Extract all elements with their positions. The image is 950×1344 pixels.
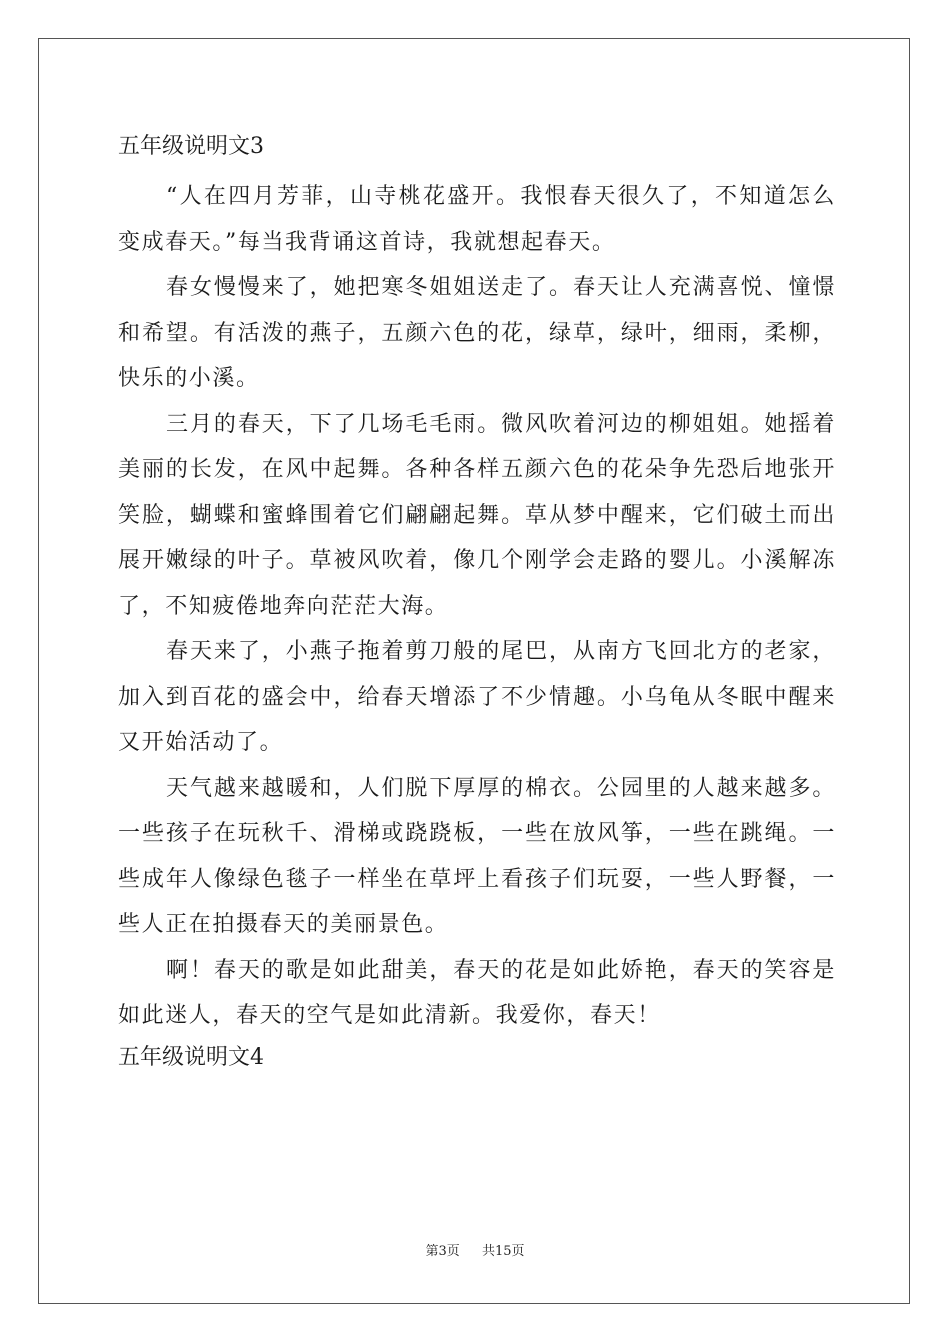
page-total: 共15页 — [481, 1244, 525, 1259]
section-heading-3: 五年级说明文3 — [118, 134, 264, 159]
paragraph-conclusion: 啊！春天的歌是如此甜美，春天的花是如此娇艳，春天的笑容是如此迷人，春天的空气是如此清新。我爱你，春天！ — [118, 957, 836, 1028]
document-body — [118, 128, 836, 1077]
page-footer — [0, 1240, 950, 1259]
paragraph-swallows: 春天来了，小燕子拖着剪刀般的尾巴，从南方飞回北方的老家，加入到百花的盛会中，给春天增添了不少情趣。小乌龟从冬眠中醒来又开始活动了。 — [118, 639, 836, 755]
paragraph-spring-arrives: 春女慢慢来了，她把寒冬姐姐送走了。春天让人充满喜悦、憧憬和希望。有活泼的燕子，五颜六色的花，绿草，绿叶，细雨，柔柳，快乐的小溪。 — [118, 275, 836, 391]
page-number: 第3页 — [425, 1244, 460, 1259]
paragraph-march-rain: 三月的春天，下了几场毛毛雨。微风吹着河边的柳姐姐。她摇着美丽的长发，在风中起舞。各种各样五颜六色的花朵争先恐后地张开笑脸，蝴蝶和蜜蜂围着它们翩翩起舞。草从梦中醒来，它们破土而出展开嫩绿的叶子。草被风吹着，像几个刚学会走路的婴儿。小溪解冻了，不知疲倦地奔向茫茫大海。 — [118, 411, 836, 619]
paragraph-park: 天气越来越暖和，人们脱下厚厚的棉衣。公园里的人越来越多。一些孩子在玩秋千、滑梯或跷跷板，一些在放风筝，一些在跳绳。一些成年人像绿色毯子一样坐在草坪上看孩子们玩耍，一些人野餐，一些人正在拍摄春天的美丽景色。 — [118, 775, 836, 937]
section-heading-4: 五年级说明文4 — [118, 1044, 264, 1070]
spacer — [118, 166, 836, 174]
paragraph-poem: “人在四月芳菲，山寺桃花盛开。我恨春天很久了，不知道怎么变成春天。”每当我背诵这首诗，我就想起春天。 — [118, 184, 836, 255]
